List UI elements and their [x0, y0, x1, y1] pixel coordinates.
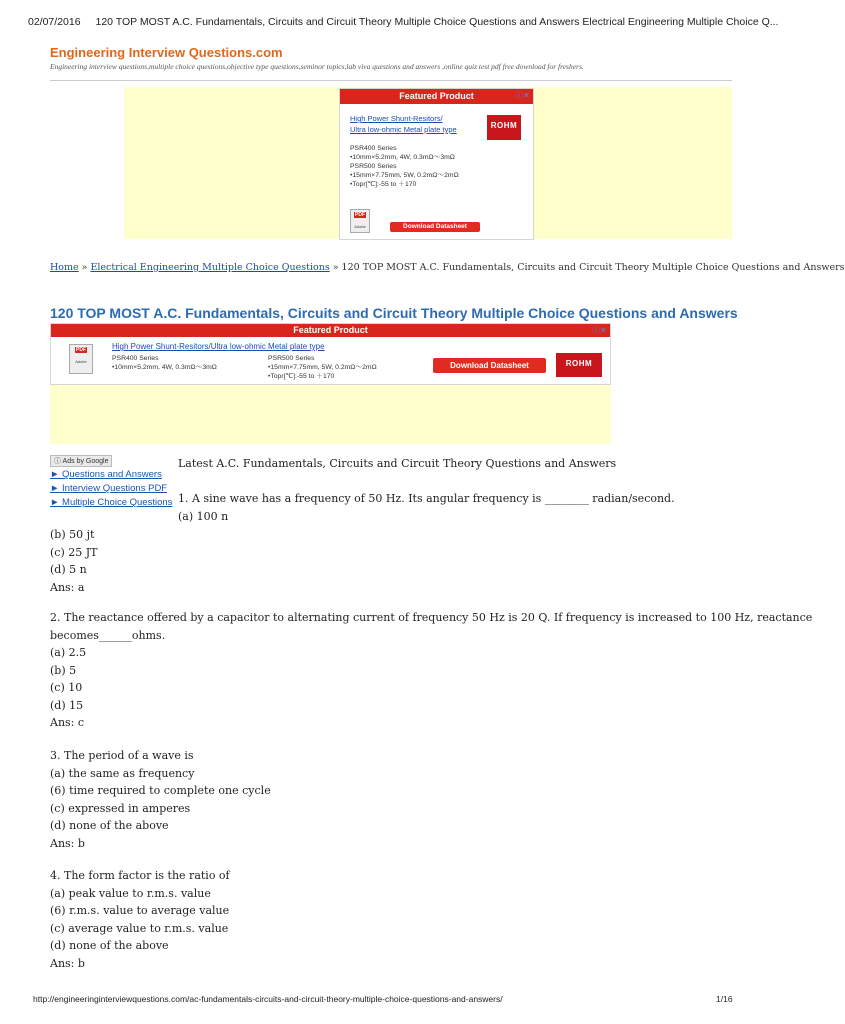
pdf-icon: PDF Adobe — [350, 209, 370, 233]
question-line: (a) 100 n — [178, 509, 229, 523]
question-line: (d) none of the above — [50, 939, 169, 952]
ad-link-questions-answers[interactable]: ► Questions and Answers — [50, 469, 162, 480]
breadcrumb-separator: » — [332, 262, 339, 273]
question-line: 2. The reactance offered by a capacitor to alternating current of frequency 50 Hz is 20 Q. If frequency is increased to 100 Hz, reactance — [50, 611, 813, 624]
print-page-title: 120 TOP MOST A.C. Fundamentals, Circuits and Circuit Theory Multiple Choice Questions and Answers Electrical Engineering Multiple Choice Q... — [95, 16, 779, 28]
question-line: (d) 5 n — [50, 563, 87, 576]
question-line: (d) 15 — [50, 698, 84, 712]
question-line: becomes______ohms. — [50, 628, 166, 642]
ad-spec-line: •Topr[℃]:-55 to ＋170 — [268, 373, 335, 380]
answer-line: Ans: c — [50, 716, 85, 729]
question-3 — [50, 747, 271, 852]
pdf-icon: PDF Adobe — [69, 344, 93, 374]
inline-ad-banner — [50, 323, 611, 444]
question-line: (a) peak value to r.m.s. value — [50, 886, 211, 900]
answer-line: Ans: a — [50, 580, 85, 594]
ad-spec-line: PSR400 Series — [112, 355, 159, 362]
ad-spec-line: •10mm×5.2mm, 4W, 0.3mΩ〜3mΩ — [112, 364, 217, 371]
question-line: 1. A sine wave has a frequency of 50 Hz. Its angular frequency is ________ radian/second. — [178, 492, 675, 505]
breadcrumb — [50, 262, 845, 273]
ad-link-interview-questions-pdf[interactable]: ► Interview Questions PDF — [50, 483, 168, 494]
top-ad-banner — [124, 87, 732, 239]
ad-spec-list — [112, 354, 217, 372]
ad-spec-line: •15mm×7.75mm, 5W, 0.2mΩ〜2mΩ — [268, 364, 377, 371]
featured-product-ad-inline[interactable] — [50, 323, 611, 385]
ad-spec-line: •Topr[℃]:-55 to ＋170 — [350, 181, 417, 188]
header-divider — [50, 80, 732, 81]
ad-product-title[interactable]: High Power Shunt-Resitors/Ultra low-ohmic Metal plate type — [112, 342, 325, 351]
ad-close-icon[interactable]: ⓘ✕ — [592, 326, 607, 335]
ad-spec-list — [268, 354, 377, 381]
ad-title-line: Ultra low-ohmic Metal plate type — [350, 125, 457, 134]
breadcrumb-separator: » — [81, 262, 88, 273]
question-1-options — [50, 526, 97, 596]
print-page-number: 1/16 — [716, 994, 733, 1004]
answer-line: Ans: b — [50, 836, 85, 850]
question-2 — [50, 609, 813, 732]
rohm-logo[interactable]: ROHM — [556, 353, 602, 377]
breadcrumb-category[interactable]: Electrical Engineering Multiple Choice Questions — [90, 262, 330, 273]
question-line: (c) 25 JT — [50, 545, 98, 559]
breadcrumb-current: 120 TOP MOST A.C. Fundamentals, Circuits and Circuit Theory Multiple Choice Questions and Answers — [341, 262, 845, 273]
site-tagline: Engineering interview questions,multiple choice questions,objective type questions,seminor topics,lab viva questions and answers ,online quiz test pdf free download for freshers. — [50, 62, 584, 71]
ad-spec-line: PSR500 Series — [350, 163, 397, 170]
question-line: (d) none of the above — [50, 819, 169, 832]
ad-header: Featured Product — [340, 89, 533, 104]
question-line: (c) 10 — [50, 681, 83, 694]
breadcrumb-home[interactable]: Home — [50, 262, 79, 273]
question-line: 4. The form factor is the ratio of — [50, 869, 230, 882]
ad-spec-line: •10mm×5.2mm, 4W, 0.3mΩ〜3mΩ — [350, 154, 455, 161]
question-line: (6) time required to complete one cycle — [50, 784, 271, 797]
ad-links-list — [50, 469, 175, 511]
article-intro: Latest A.C. Fundamentals, Circuits and Circuit Theory Questions and Answers — [178, 457, 617, 470]
download-datasheet-button[interactable]: Download Datasheet — [390, 222, 480, 232]
print-header — [28, 16, 779, 28]
answer-line: Ans: b — [50, 956, 85, 970]
print-date: 02/07/2016 — [28, 16, 81, 28]
ad-spec-line: PSR500 Series — [268, 355, 315, 362]
question-4 — [50, 867, 230, 972]
ad-link-multiple-choice-questions[interactable]: ► Multiple Choice Questions — [50, 497, 173, 508]
question-line: (b) 5 — [50, 663, 77, 677]
download-datasheet-button[interactable]: Download Datasheet — [433, 358, 546, 373]
ad-close-icon[interactable]: ⓘ✕ — [515, 91, 530, 100]
page-title: 120 TOP MOST A.C. Fundamentals, Circuits and Circuit Theory Multiple Choice Questions and Answers — [50, 305, 738, 321]
ad-product-title[interactable] — [350, 113, 480, 135]
print-footer-url: http://engineeringinterviewquestions.com/ac-fundamentals-circuits-and-circuit-theory-multiple-choice-questions-and-answers/ — [33, 994, 503, 1004]
ad-title-line: High Power Shunt-Resitors/ — [350, 114, 443, 123]
question-line: (c) expressed in amperes — [50, 801, 191, 815]
ad-spec-line: •15mm×7.75mm, 5W, 0.2mΩ〜2mΩ — [350, 172, 459, 179]
ad-header: Featured Product — [51, 324, 610, 337]
question-line: (c) average value to r.m.s. value — [50, 921, 229, 935]
question-line: (a) 2.5 — [50, 646, 87, 659]
question-line: 3. The period of a wave is — [50, 749, 194, 762]
site-title-link[interactable]: Engineering Interview Questions.com — [50, 45, 283, 60]
question-1 — [178, 490, 675, 525]
ad-spec-list — [350, 144, 520, 189]
featured-product-ad[interactable] — [339, 88, 534, 240]
ads-by-google-badge[interactable]: ⓘ Ads by Google — [50, 455, 112, 467]
question-line: (6) r.m.s. value to average value — [50, 904, 230, 917]
question-line: (a) the same as frequency — [50, 766, 195, 780]
ad-spec-line: PSR400 Series — [350, 145, 397, 152]
question-line: (b) 50 jt — [50, 528, 95, 541]
rohm-logo[interactable]: ROHM — [487, 115, 521, 140]
